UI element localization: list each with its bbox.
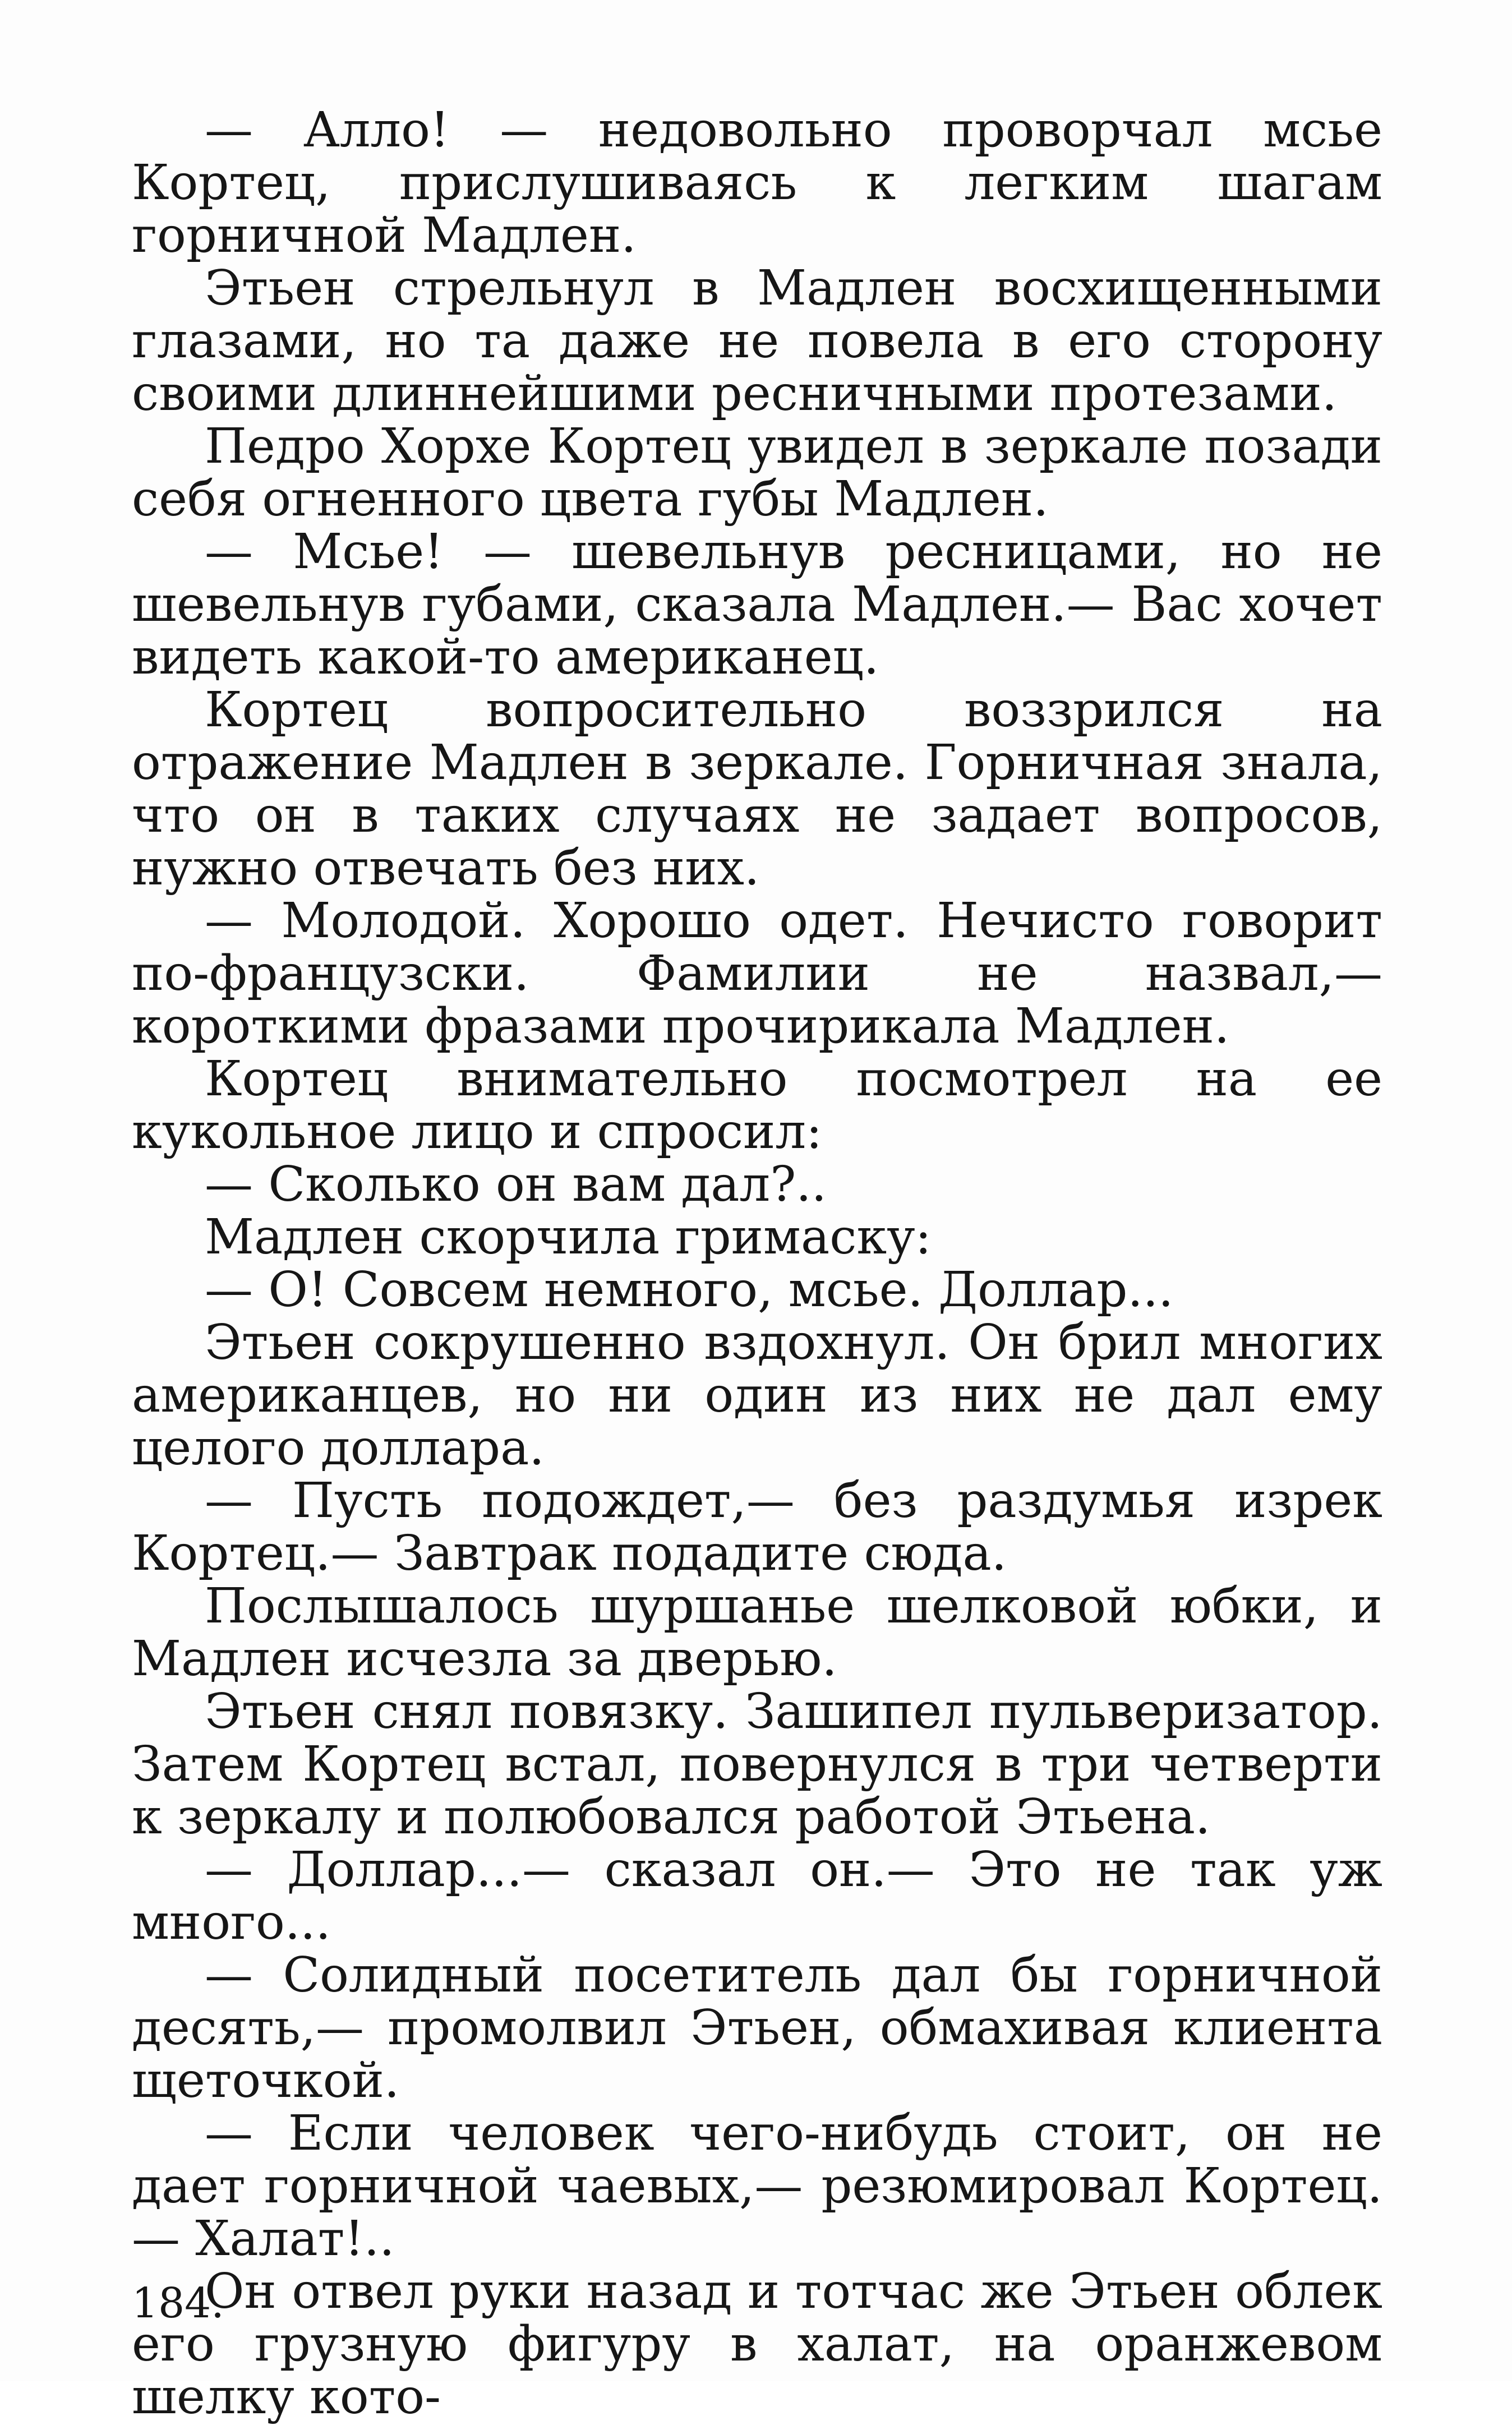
paragraph: Этьен стрельнул в Мадлен восхищенными глазами, но та даже не повела в его сторону своими длиннейшими ресничными протезами. — [132, 260, 1382, 422]
paragraph: Педро Хорхе Кортец увидел в зеркале позади себя огненного цвета губы Мадлен. — [132, 418, 1382, 527]
paragraph: Этьен сокрушенно вздохнул. Он брил многих американцев, но ни один из них не дал ему целого доллара. — [132, 1315, 1382, 1476]
paragraph: Кортец вопросительно воззрился на отражение Мадлен в зеркале. Горничная знала, что он в таких случаях не задает вопросов, нужно отвечать без них. — [132, 682, 1382, 896]
paragraph: — Солидный посетитель дал бы горничной десять,— промолвил Этьен, обмахивая клиента щеточкой. — [132, 1947, 1382, 2109]
paragraph: — Если человек чего-нибудь стоит, он не дает горничной чаевых,— резюмировал Кортец.— Халат!.. — [132, 2105, 1382, 2267]
paragraph: — О! Совсем немного, мсье. Доллар... — [205, 1262, 1174, 1318]
paragraph: Он отвел руки назад и тотчас же Этьен облек его грузную фигуру в халат, на оранжевом шелку кото- — [132, 2263, 1382, 2425]
page-number: 184. — [132, 2279, 224, 2327]
paragraph: — Мсье! — шевельнув ресницами, но не шевельнув губами, сказала Мадлен.— Вас хочет видеть какой-то американец. — [132, 524, 1382, 685]
body-text — [132, 104, 1382, 2423]
paragraph: Послышалось шуршанье шелковой юбки, и Мадлен исчезла за дверью. — [132, 1578, 1382, 1687]
paragraph: — Доллар...— сказал он.— Это не так уж много... — [132, 1842, 1382, 1951]
paragraph: Кортец внимательно посмотрел на ее кукольное лицо и спросил: — [132, 1051, 1382, 1160]
paragraph: Мадлен скорчила гримаску: — [205, 1209, 932, 1265]
paragraph: — Пусть подождет,— без раздумья изрек Кортец.— Завтрак подадите сюда. — [132, 1473, 1382, 1582]
paragraph: — Алло! — недовольно проворчал мсье Кортец, прислушиваясь к легким шагам горничной Мадлен. — [132, 102, 1382, 264]
paragraph: Этьен снял повязку. Зашипел пульверизатор. Затем Кортец встал, повернулся в три четверти к зеркалу и полюбовался работой Этьена. — [132, 1684, 1382, 1845]
paragraph: — Сколько он вам дал?.. — [205, 1156, 827, 1213]
paragraph: — Молодой. Хорошо одет. Нечисто говорит по-французски. Фамилии не назвал,— короткими фразами прочирикала Мадлен. — [132, 893, 1382, 1054]
